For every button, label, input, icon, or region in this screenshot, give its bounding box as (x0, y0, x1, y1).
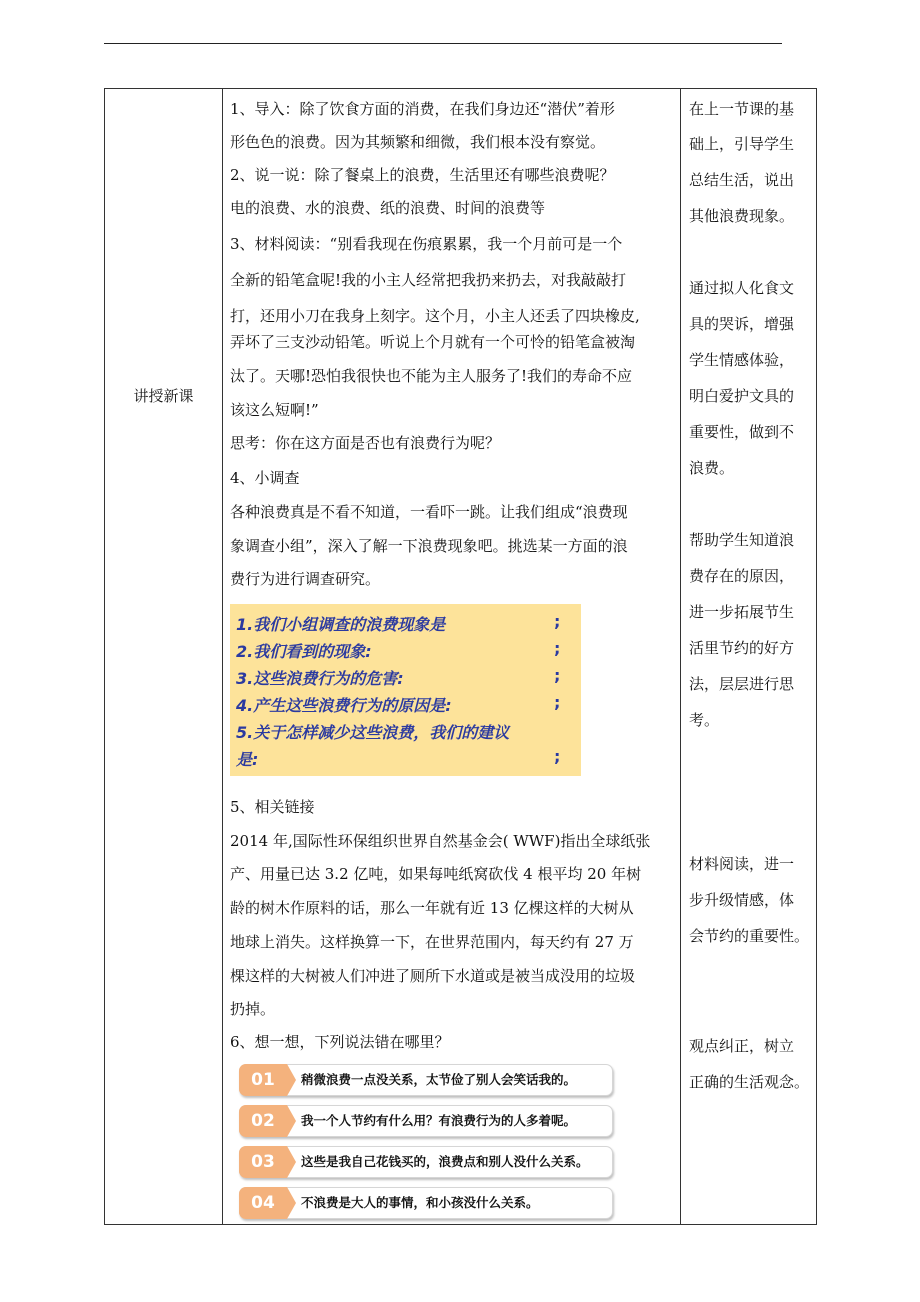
content-line: 3、材料阅读：“别看我现在伤痕累累，我一个月前可是一个 (230, 235, 623, 253)
note-line: 观点纠正，树立 (689, 1037, 795, 1055)
note-line: 法，层层进行思 (689, 675, 795, 693)
content-line: 2014 年,国际性环保组织世界自然基金会( WWF)指出全球纸张 (230, 832, 651, 850)
note-line: 步升级情感，体 (689, 891, 795, 909)
content-line: 弄坏了三支沙动铅笔。听说上个月就有一个可怜的铅笔盒被淘 (230, 333, 636, 351)
statement-text: 我一个人节约有什么用？有浪费行为的人多着呢。 (301, 1113, 577, 1128)
column-divider (222, 89, 223, 1224)
note-line: 浪费。 (689, 459, 735, 477)
note-line: 重要性，做到不 (689, 423, 795, 441)
statement-text: 不浪费是大人的事情，和小孩没什么关系。 (301, 1195, 539, 1210)
arrow-icon (287, 1064, 296, 1096)
content-line: 产、用量已达 3.2 亿吨，如果每吨纸窝砍伐 4 根平均 20 年树 (230, 865, 642, 883)
survey-semicolon: ; (554, 747, 561, 766)
content-line: 4、小调查 (230, 469, 300, 487)
statement-text: 稍微浪费一点没关系，太节俭了别人会笑话我的。 (301, 1072, 577, 1087)
statement-item (239, 1105, 613, 1137)
content-line: 龄的树木作原料的话，那么一年就有近 13 亿棵这样的大树从 (230, 899, 634, 917)
note-line: 会节约的重要性。 (689, 927, 810, 945)
arrow-icon (287, 1187, 296, 1219)
note-line: 其他浪费现象。 (689, 207, 795, 225)
survey-line: 4.产生这些浪费行为的原因是: (236, 696, 452, 715)
note-line: 费存在的原因， (689, 567, 795, 585)
arrow-icon (287, 1105, 296, 1137)
statement-item (239, 1146, 613, 1178)
content-line: 汰了。天哪!恐怕我很快也不能为主人服务了!我们的寿命不应 (230, 367, 633, 385)
statement-item (239, 1064, 613, 1096)
content-line: 1、导入：除了饮食方面的消费，在我们身边还“潜伏”着形 (230, 100, 615, 118)
note-line: 进一步拓展节生 (689, 603, 795, 621)
content-line: 5、相关链接 (230, 798, 315, 816)
statement-number: 03 (239, 1146, 287, 1178)
statement-number: 04 (239, 1187, 287, 1219)
survey-line: 2.我们看到的现象: (236, 642, 372, 661)
note-line: 通过拟人化食文 (689, 279, 795, 297)
survey-line: 5.关于怎样减少这些浪费，我们的建议 (236, 723, 510, 742)
content-line: 地球上消失。这样换算一下，在世界范围内，每天约有 27 万 (230, 933, 634, 951)
content-line: 该这么短啊!” (230, 401, 319, 419)
statement-item (239, 1187, 613, 1219)
note-line: 明白爱护文具的 (689, 387, 795, 405)
content-line: 电的浪费、水的浪费、纸的浪费、时间的浪费等 (230, 199, 546, 217)
survey-semicolon: ; (554, 639, 561, 658)
lesson-table (104, 88, 817, 1225)
note-line: 正确的生活观念。 (689, 1073, 810, 1091)
content-line: 思考：你在这方面是否也有浪费行为呢？ (230, 434, 501, 452)
survey-semicolon: ; (554, 693, 561, 712)
survey-semicolon: ; (554, 612, 561, 631)
content-line: 打，还用小刀在我身上刻字。这个月，小主人还丢了四块橡皮, (230, 307, 640, 325)
content-line: 扔掉。 (230, 1000, 276, 1018)
content-line: 全新的铅笔盒呢!我的小主人经常把我扔来扔去，对我敲敲打 (230, 271, 627, 289)
note-line: 础上，引导学生 (689, 135, 795, 153)
survey-line: 是: (236, 750, 259, 769)
survey-line: 3.这些浪费行为的危害: (236, 669, 404, 688)
statement-number: 02 (239, 1105, 287, 1137)
note-line: 具的哭诉，增强 (689, 315, 795, 333)
content-line: 费行为进行调查研究。 (230, 570, 381, 588)
survey-box (230, 604, 581, 776)
statement-text: 这些是我自己花钱买的，浪费点和别人没什么关系。 (301, 1154, 589, 1169)
content-line: 形色色的浪费。因为其频繁和细微，我们根本没有察觉。 (230, 133, 606, 151)
content-line: 象调查小组”，深入了解一下浪费现象吧。挑选某一方面的浪 (230, 537, 628, 555)
survey-semicolon: ; (554, 666, 561, 685)
section-label: 讲授新课 (133, 387, 194, 405)
note-line: 总结生活，说出 (689, 171, 795, 189)
arrow-icon (287, 1146, 296, 1178)
note-line: 学生情感体验， (689, 351, 795, 369)
content-line: 6、想一想，下列说法错在哪里？ (230, 1033, 450, 1051)
note-line: 材料阅读，进一 (689, 855, 795, 873)
content-line: 棵这样的大树被人们冲进了厕所下水道或是被当成没用的垃圾 (230, 967, 636, 985)
note-line: 在上一节课的基 (689, 100, 795, 118)
note-line: 考。 (689, 711, 720, 729)
content-line: 2、说一说：除了餐桌上的浪费，生活里还有哪些浪费呢？ (230, 166, 615, 184)
statement-number: 01 (239, 1064, 287, 1096)
content-line: 各种浪费真是不看不知道，一看吓一跳。让我们组成“浪费现 (230, 503, 628, 521)
survey-line: 1.我们小组调查的浪费现象是 (236, 615, 446, 634)
header-rule (104, 43, 782, 44)
note-line: 活里节约的好方 (689, 639, 795, 657)
column-divider (680, 89, 681, 1224)
note-line: 帮助学生知道浪 (689, 531, 795, 549)
